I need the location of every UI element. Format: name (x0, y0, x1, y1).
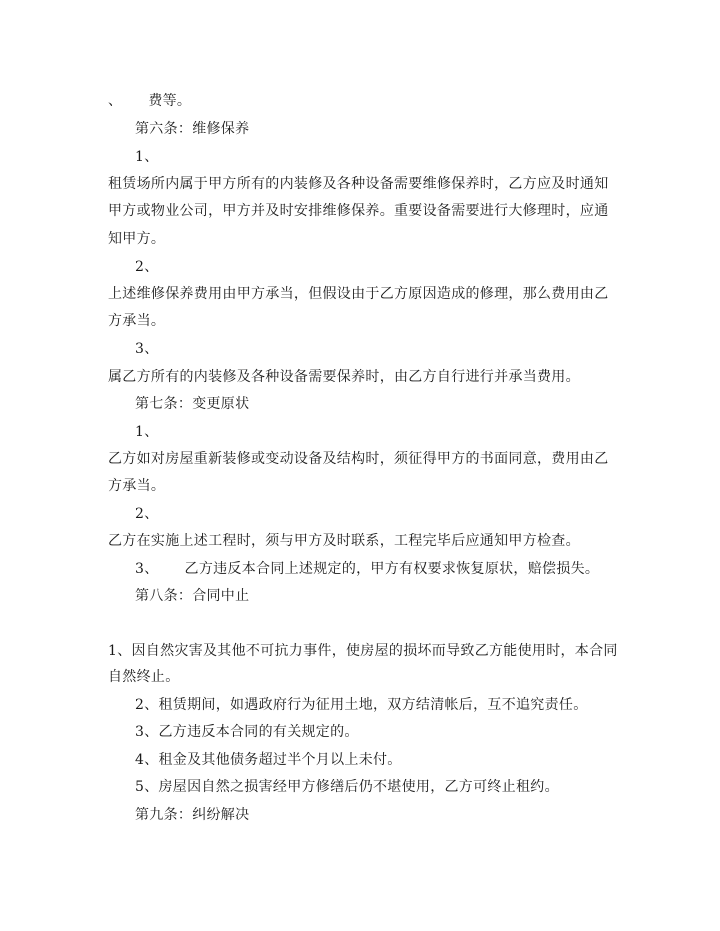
section-heading-9: 第九条：纠纷解决 (135, 807, 250, 823)
text-line: 租赁场所内属于甲方所有的内装修及各种设备需要维修保养时，乙方应及时通知 (108, 176, 609, 192)
section-heading-8: 第八条：合同中止 (135, 588, 250, 604)
item-number: 2、 (135, 259, 159, 275)
section-heading-6: 第六条：维修保养 (135, 121, 250, 137)
text-line: 自然终止。 (108, 669, 180, 685)
item-number: 1、 (135, 149, 159, 165)
text-line: 1、因自然灾害及其他不可抗力事件，使房屋的损坏而导致乙方能使用时，本合同 (108, 643, 618, 659)
text-line: 知甲方。 (108, 231, 166, 247)
text-line: 方承当。 (108, 313, 166, 329)
item-number: 2、 (135, 506, 159, 522)
list-item: 4、租金及其他债务超过半个月以上未付。 (135, 752, 402, 768)
list-item: 5、房屋因自然之损害经甲方修缮后仍不堪使用，乙方可终止租约。 (135, 779, 559, 795)
section-heading-7: 第七条：变更原状 (135, 396, 250, 412)
text-line: 3、 乙方违反本合同上述规定的，甲方有权要求恢复原状，赔偿损失。 (135, 561, 600, 577)
text-line: 乙方如对房屋重新装修或变动设备及结构时，须征得甲方的书面同意，费用由乙 (108, 451, 609, 467)
list-item: 3、乙方违反本合同的有关规定的。 (135, 724, 359, 740)
text-line: 属乙方所有的内装修及各种设备需要保养时，由乙方自行进行并承当费用。 (108, 369, 580, 385)
text-line: 方承当。 (108, 478, 166, 494)
text-line: 上述维修保养费用由甲方承当，但假设由于乙方原因造成的修理，那么费用由乙 (108, 286, 609, 302)
item-number: 1、 (135, 424, 159, 440)
text-line: 甲方或物业公司，甲方并及时安排维修保养。重要设备需要进行大修理时，应通 (108, 203, 609, 219)
list-item: 2、租赁期间，如遇政府行为征用土地，双方结清帐后，互不追究责任。 (135, 697, 588, 713)
text-line: 、 费等。 (108, 93, 192, 109)
item-number: 3、 (135, 341, 159, 357)
text-line: 乙方在实施上述工程时，须与甲方及时联系，工程完毕后应通知甲方检查。 (108, 533, 580, 549)
